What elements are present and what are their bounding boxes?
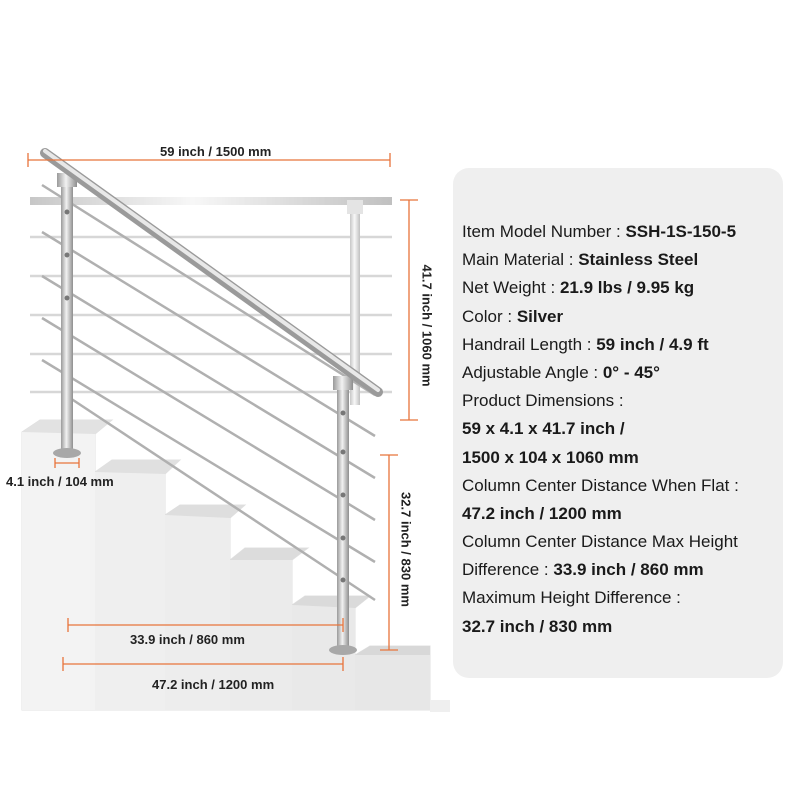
spec-weight [462,274,792,302]
top-length-label: 59 inch / 1500 mm [160,144,272,159]
spec-flat-distance [462,472,792,500]
post-height-label: 32.7 inch / 830 mm [398,492,414,607]
spec-value: 59 inch / 4.9 ft [596,334,709,354]
spec-height-diff [462,584,792,612]
spec-key: Product Dimensions : [462,391,624,411]
spec-key: Color : [462,306,513,326]
spec-dimensions-inch [462,415,792,443]
spec-max-height-key [462,528,792,556]
spec-value: Stainless Steel [578,250,699,270]
spec-key: Column Center Distance Max Height [462,532,738,552]
spec-key: Column Center Distance When Flat : [462,475,739,495]
height-diff-distance-label: 33.9 inch / 860 mm [130,632,245,647]
spec-key: Item Model Number : [462,222,621,241]
spec-value: 0° - 45° [602,362,660,382]
spec-value: 47.2 inch / 1200 mm [462,503,622,523]
spec-max-height [462,556,792,584]
spec-value: Silver [516,306,564,326]
flat-distance-label: 47.2 inch / 1200 mm [152,677,275,692]
spec-angle [462,359,792,387]
spec-key: Adjustable Angle : [462,362,599,382]
spec-value: SSH-1S-150-5 [625,222,737,241]
spec-key: Main Material : [462,250,574,270]
spec-key: Difference : [462,560,549,580]
spec-height-diff-value [462,613,792,641]
spec-material [462,246,792,274]
spec-dimensions [462,387,792,415]
spec-key: Net Weight : [462,278,556,298]
spec-model [462,218,792,246]
spec-dimensions-mm [462,444,792,472]
spec-value: 32.7 inch / 830 mm [462,616,613,636]
spec-value: 33.9 inch / 860 mm [553,560,704,580]
staircase [22,420,450,712]
spec-length [462,331,792,359]
spec-value: 21.9 lbs / 9.95 kg [559,278,695,298]
spec-color [462,303,792,331]
spec-value: 1500 x 104 x 1060 mm [462,447,639,467]
spec-key: Handrail Length : [462,334,592,354]
spec-list [462,218,792,641]
base-width-label: 4.1 inch / 104 mm [6,474,114,489]
spec-value: 59 x 4.1 x 41.7 inch / [462,419,625,439]
total-height-label: 41.7 inch / 1060 mm [419,264,435,387]
spec-flat-distance-value [462,500,792,528]
spec-key: Maximum Height Difference : [462,588,681,608]
